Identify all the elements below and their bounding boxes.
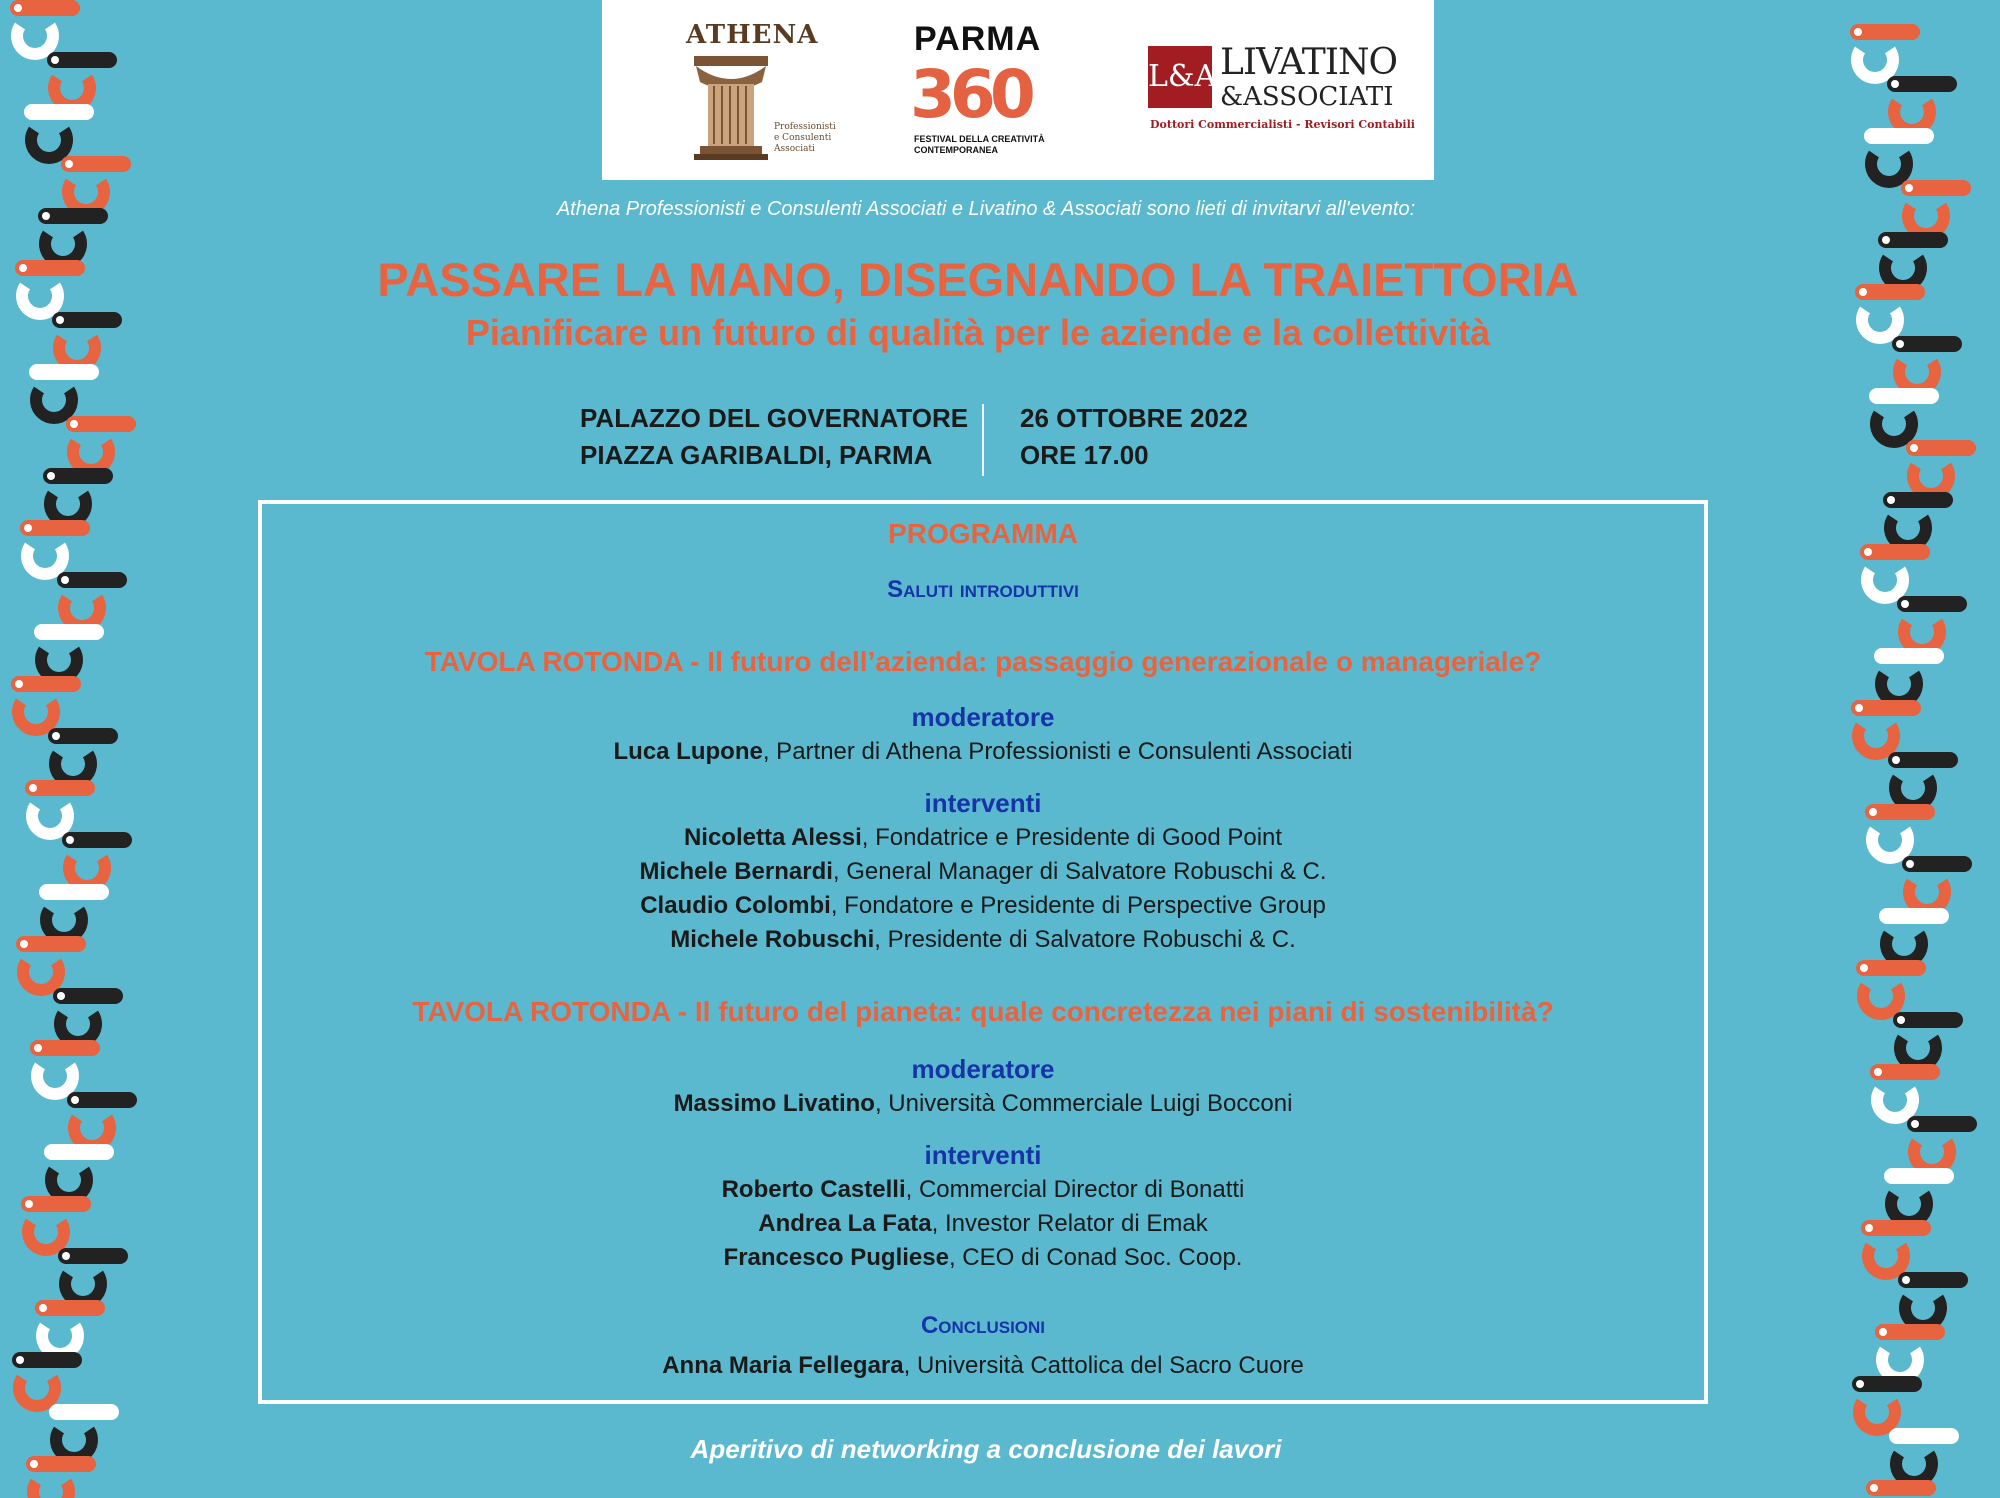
chain-rivet-shape [52, 732, 60, 740]
chain-arc-shape [1904, 622, 1940, 650]
program-heading: PROGRAMMA [888, 518, 1078, 549]
person-name: Roberto Castelli [721, 1176, 906, 1203]
chain-arc-shape [69, 858, 105, 886]
roundtable2-speaker [262, 1210, 1704, 1238]
parma360-logo [910, 12, 1060, 162]
chain-rivet-shape [62, 1252, 70, 1260]
person-role: , Fondatrice e Presidente di Good Point [861, 824, 1283, 851]
person-role: , General Manager di Salvatore Robuschi & C. [832, 858, 1327, 885]
chain-rivet-shape [1870, 1484, 1878, 1492]
chain-arc-shape [1886, 934, 1922, 962]
chain-rivet-shape [1883, 912, 1891, 920]
chain-arc-shape [1905, 1298, 1941, 1326]
event-title: PASSARE LA MANO, DISEGNANDO LA TRAIETTORIA [377, 253, 1579, 306]
person-role: , Partner di Athena Professionisti e Consulenti Associati [762, 738, 1353, 765]
chain-rivet-shape [16, 1356, 24, 1364]
chain-arc-shape [1872, 830, 1908, 858]
chain-rivet-shape [66, 836, 74, 844]
person-role: , CEO di Conad Soc. Coop. [948, 1244, 1243, 1271]
event-subtitle: Pianificare un futuro di qualità per le aziende e la collettività [465, 312, 1491, 353]
chain-rivet-shape [1882, 236, 1890, 244]
parma360-logo-number: 360 [910, 56, 1030, 133]
livatino-logo [1148, 12, 1415, 162]
person-name: Anna Maria Fellegara [662, 1352, 904, 1379]
chain-rivet-shape [34, 1044, 42, 1052]
chain-rivet-shape [47, 472, 55, 480]
chain-arc-shape [18, 702, 54, 730]
decorative-pattern-right [1840, 0, 2000, 1498]
chain-arc-shape [1877, 1090, 1913, 1118]
chain-arc-shape [1882, 1350, 1918, 1378]
chain-rivet-shape [1879, 1328, 1887, 1336]
chain-arc-shape [1909, 882, 1945, 910]
person-name: Nicoletta Alessi [683, 824, 862, 851]
chain-rivet-shape [39, 1304, 47, 1312]
person-role: , Commercial Director di Bonatti [905, 1176, 1245, 1203]
parma360-logo-tagline: FESTIVAL DELLA CREATIVITÀ CONTEMPORANEA [914, 134, 1045, 155]
roundtable2-speaker [262, 1176, 1704, 1204]
chain-arc-shape [19, 1378, 55, 1406]
chain-rivet-shape [1873, 392, 1881, 400]
chain-rivet-shape [28, 108, 36, 116]
person-name: Andrea La Fata [758, 1210, 932, 1237]
person-role: , Fondatore e Presidente di Perspective Group [830, 892, 1326, 919]
chain-arc-shape [1871, 154, 1907, 182]
chain-arc-shape [27, 546, 63, 574]
chain-arc-shape [54, 78, 90, 106]
chain-rivet-shape [1856, 1380, 1864, 1388]
athena-logo-tagline: Professionisti e Consulenti Associati [774, 122, 836, 154]
chain-rivet-shape [48, 1148, 56, 1156]
venue-line2: PIAZZA GARIBALDI, PARMA [580, 440, 933, 470]
chain-rivet-shape [1906, 860, 1914, 868]
livatino-logo-tagline: Dottori Commercialisti - Revisori Contabili [1150, 118, 1415, 131]
chain-rivet-shape [53, 1408, 61, 1416]
decorative-pattern-left [0, 0, 160, 1498]
roundtable2-speaker [262, 1244, 1704, 1272]
chain-rivet-shape [14, 4, 22, 12]
column-icon [686, 52, 776, 162]
athena-logo-name: ATHENA [686, 20, 819, 50]
person-role: , Università Cattolica del Sacro Cuore [903, 1352, 1304, 1379]
venue-line1: PALAZZO DEL GOVERNATORE [580, 403, 969, 433]
chain-arc-shape [28, 1222, 64, 1250]
roundtable1-title: TAVOLA ROTONDA - Il futuro dell’azienda: passaggio generazionale o manageriale? [424, 646, 1542, 677]
chain-arc-shape [1858, 726, 1894, 754]
roundtable1-moderator [262, 738, 1704, 766]
chain-arc-shape [55, 754, 91, 782]
chain-arc-shape [1899, 362, 1935, 390]
roundtable2-title: TAVOLA ROTONDA - Il futuro del pianeta: quale concretezza nei piani di sostenibilità? [412, 996, 1554, 1027]
chain-rivet-shape [24, 524, 32, 532]
chain-arc-shape [23, 962, 59, 990]
person-name: Michele Robuschi [670, 926, 875, 953]
chain-arc-shape [32, 806, 68, 834]
roundtable2-moderator-label: moderatore [911, 1054, 1055, 1084]
chain-arc-shape [1913, 466, 1949, 494]
chain-arc-shape [1881, 674, 1917, 702]
chain-rivet-shape [1865, 1224, 1873, 1232]
chain-arc-shape [1863, 986, 1899, 1014]
chain-arc-shape [74, 1118, 110, 1146]
chain-arc-shape [1895, 778, 1931, 806]
livatino-logo-mark: L&A [1148, 46, 1212, 108]
chain-rivet-shape [1892, 756, 1900, 764]
chain-arc-shape [37, 1066, 73, 1094]
chain-rivet-shape [71, 1096, 79, 1104]
chain-arc-shape [50, 494, 86, 522]
program-box [258, 500, 1708, 1404]
chain-arc-shape [1868, 1246, 1904, 1274]
roundtable2-speakers-label: interventi [924, 1140, 1042, 1170]
chain-arc-shape [31, 130, 67, 158]
chain-arc-shape [1867, 570, 1903, 598]
person-role: , Investor Relator di Emak [931, 1210, 1208, 1237]
person-name: Claudio Colombi [640, 892, 831, 919]
chain-rivet-shape [1868, 132, 1876, 140]
roundtable1-speaker [262, 926, 1704, 954]
chain-arc-shape [17, 26, 53, 54]
event-date: 26 OTTOBRE 2022 [1020, 403, 1248, 433]
chain-rivet-shape [65, 160, 73, 168]
parma360-logo-name: PARMA [914, 20, 1042, 58]
chain-arc-shape [64, 598, 100, 626]
chain-rivet-shape [29, 784, 37, 792]
chain-rivet-shape [61, 576, 69, 584]
person-role: , Università Commerciale Luigi Bocconi [874, 1090, 1293, 1117]
person-name: Luca Lupone [613, 738, 763, 765]
chain-arc-shape [51, 1170, 87, 1198]
chain-rivet-shape [1864, 548, 1872, 556]
chain-arc-shape [1857, 50, 1893, 78]
chain-rivet-shape [15, 680, 23, 688]
roundtable1-speaker [262, 824, 1704, 852]
conclusions-heading: Conclusioni [920, 1312, 1046, 1339]
chain-arc-shape [42, 1326, 78, 1354]
chain-rivet-shape [1878, 652, 1886, 660]
chain-arc-shape [65, 1274, 101, 1302]
chain-rivet-shape [57, 992, 65, 1000]
chain-rivet-shape [1888, 1172, 1896, 1180]
intro-text: Athena Professionisti e Consulenti Associati e Livatino & Associati sono lieti di invitarvi all'evento: [556, 198, 1416, 220]
chain-rivet-shape [1897, 1016, 1905, 1024]
chain-arc-shape [41, 650, 77, 678]
chain-arc-shape [1890, 518, 1926, 546]
roundtable2-moderator [262, 1090, 1704, 1118]
person-name: Francesco Pugliese [723, 1244, 949, 1271]
chain-arc-shape [33, 1482, 69, 1498]
chain-rivet-shape [51, 56, 59, 64]
chain-rivet-shape [1869, 808, 1877, 816]
chain-arc-shape [1914, 1142, 1950, 1170]
chain-arc-shape [1891, 1194, 1927, 1222]
chain-rivet-shape [25, 1200, 33, 1208]
conclusions-speaker [262, 1352, 1704, 1380]
person-name: Massimo Livatino [673, 1090, 875, 1117]
footer-note: Aperitivo di networking a conclusione dei lavori [690, 1434, 1282, 1464]
athena-logo [682, 12, 836, 162]
event-datetime [1020, 400, 1248, 474]
chain-rivet-shape [1901, 600, 1909, 608]
chain-arc-shape [1859, 1402, 1895, 1430]
chain-arc-shape [60, 1014, 96, 1042]
venue-date-divider [982, 404, 984, 476]
chain-rivet-shape [1855, 704, 1863, 712]
chain-rivet-shape [1891, 80, 1899, 88]
chain-rivet-shape [33, 368, 41, 376]
chain-rivet-shape [1902, 1276, 1910, 1284]
chain-arc-shape [1876, 414, 1912, 442]
roundtable1-speakers-label: interventi [924, 788, 1042, 818]
chain-rivet-shape [1910, 444, 1918, 452]
chain-arc-shape [73, 442, 109, 470]
chain-rivet-shape [1887, 496, 1895, 504]
chain-arc-shape [1900, 1038, 1936, 1066]
chain-rivet-shape [1911, 1120, 1919, 1128]
roundtable1-speaker [262, 892, 1704, 920]
logo-bar [602, 0, 1434, 180]
event-time: ORE 17.00 [1020, 440, 1149, 470]
chain-rivet-shape [1874, 1068, 1882, 1076]
chain-rivet-shape [1854, 28, 1862, 36]
chain-rivet-shape [43, 888, 51, 896]
livatino-logo-name2: &ASSOCIATI [1220, 82, 1394, 112]
chain-arc-shape [1894, 102, 1930, 130]
welcome-heading: Saluti introduttivi [887, 576, 1079, 603]
chain-rivet-shape [70, 420, 78, 428]
chain-rivet-shape [1860, 964, 1868, 972]
chain-rivet-shape [38, 628, 46, 636]
chain-arc-shape [46, 910, 82, 938]
chain-arc-shape [36, 390, 72, 418]
person-name: Michele Bernardi [639, 858, 833, 885]
livatino-logo-name: LIVATINO [1220, 42, 1397, 83]
venue [580, 400, 968, 474]
roundtable1-speaker [262, 858, 1704, 886]
roundtable1-moderator-label: moderatore [911, 702, 1055, 732]
chain-rivet-shape [20, 940, 28, 948]
chain-rivet-shape [1905, 184, 1913, 192]
person-role: , Presidente di Salvatore Robuschi & C. [874, 926, 1296, 953]
